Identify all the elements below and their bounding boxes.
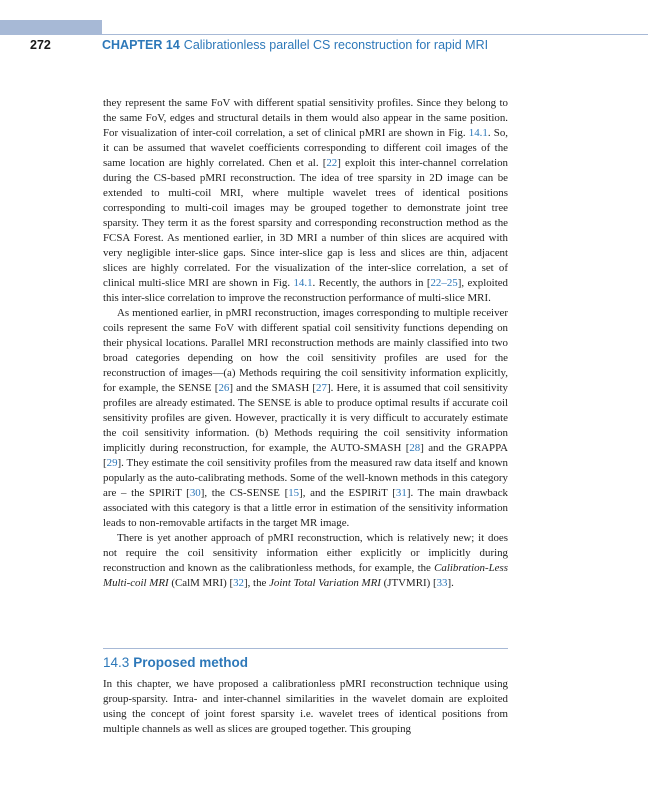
citation-link[interactable]: 32 (233, 577, 244, 589)
text-run: As mentioned earlier, in pMRI reconstruction, images corresponding to multiple receiver coils represent the same FoV with different spatial coil sensitivity functions depending on their physical locations. Parallel MRI reconstruction methods are mainly classified into two broad categories depending on how the coil sensitivity profiles are used for the reconstruction of images—(a) Methods requiring the coil sensitivity information explicitly, for example, the SENSE [ (103, 307, 508, 394)
text-run: (CalM MRI) [ (168, 577, 234, 589)
citation-link[interactable]: 33 (436, 577, 448, 589)
text-run: ] exploit this inter-channel correlation during the CS-based pMRI reconstruction. The idea of tree sparsity in 2D image can be extended to multi-coil MRI, where multiple wavelet trees of identical positions corresponding to multi-coil images may be grouped together to demonstrate joint tree sparsity. They term it as the forest sparsity and corresponding reconstruction method as the FCSA Forest. As mentioned earlier, in 3D MRI a number of thin slices are acquired with very negligible inter-slice gaps. Since inter-slice gap is less and slices are thin, adjacent slices are highly correlated. For the visualization of the inter-slice correlation, a set of clinical multi-slice MRI are shown in Fig. (103, 157, 508, 289)
citation-link[interactable]: 29 (106, 457, 118, 469)
text-run: ] and the SMASH [ (229, 382, 317, 394)
section-title: Proposed method (133, 655, 249, 670)
citation-link[interactable]: 28 (409, 442, 421, 454)
text-run: (JTVMRI) [ (380, 577, 437, 589)
running-head (30, 37, 488, 53)
section-body (103, 677, 508, 737)
paragraph-2 (103, 306, 508, 531)
method-name: Joint Total Variation MRI (269, 577, 381, 589)
chapter-title: Calibrationless parallel CS reconstruction for rapid MRI (183, 38, 489, 52)
text-run: . So, it can be assumed that wavelet coefficients corresponding to different coil images of the same location are highly correlated. Chen et al. [ (103, 127, 508, 169)
method-name: Calibration-Less Multi-coil MRI (103, 562, 508, 589)
citation-link[interactable]: 30 (189, 487, 201, 499)
citation-link[interactable]: 27 (316, 382, 327, 394)
text-run: ], exploited this inter-slice correlation to improve the reconstruction performance of multi-slice MRI. (103, 277, 508, 304)
citation-link[interactable]: 26 (218, 382, 230, 394)
text-run: they represent the same FoV with different spatial sensitivity profiles. Since they belong to the same FoV, edges and structural details in them would also appear in the same position. For visualization of inter-coil correlation, a set of clinical pMRI are shown in Fig. (103, 97, 508, 139)
section-number: 14.3 (103, 655, 130, 670)
paragraph-4: In this chapter, we have proposed a calibrationless pMRI reconstruction technique using group-sparsity. Intra- and inter-channel similarities in the wavelet domain are exploited using the concept of joint forest sparsity i.e. wavelet trees of identical positions from multiple channels as well as slices are grouped together. This grouping (103, 678, 508, 735)
figure-link[interactable]: 14.1 (293, 277, 313, 289)
text-run: ]. They estimate the coil sensitivity profiles from the measured raw data itself and known popularly as the auto-calibrating methods. Some of the well-known methods in this category are – the SPIRiT [ (103, 457, 508, 499)
text-run: ] and the GRAPPA [ (103, 442, 508, 469)
text-run: ]. Here, it is assumed that coil sensitivity profiles are already estimated. The SENSE is able to produce optimal results if accurate coil sensitivity profiles are given. However, practically it is very difficult to accurately estimate the coil sensitivity information. (b) Methods requiring the coil sensitivity information implicitly during reconstruction, for example, the AUTO-SMASH [ (103, 382, 508, 454)
figure-link[interactable]: 14.1 (468, 127, 488, 139)
text-run: ]. The main drawback associated with this category is that a little error in estimation of the sensitivity information leads to non-removable artifacts in the target MR image. (103, 487, 508, 529)
text-run: ], the (243, 577, 270, 589)
chapter-label: CHAPTER 14 (102, 38, 180, 52)
body-text (103, 96, 508, 591)
text-run: ], the CS-SENSE [ (200, 487, 289, 499)
citation-link[interactable]: 22–25 (430, 277, 458, 289)
header-color-band (0, 20, 102, 35)
text-run: . Recently, the authors in [ (312, 277, 431, 289)
citation-link[interactable]: 31 (395, 487, 407, 499)
text-run: ]. (447, 577, 454, 589)
page-number: 272 (30, 38, 51, 52)
section-heading (103, 654, 248, 672)
section-rule (103, 648, 508, 649)
citation-link[interactable]: 15 (288, 487, 300, 499)
text-run: ], and the ESPIRiT [ (299, 487, 396, 499)
header-rule (102, 34, 648, 35)
paragraph-3 (103, 531, 508, 591)
text-run: There is yet another approach of pMRI reconstruction, which is relatively new; it does not require the coil sensitivity information either explicitly or implicitly during reconstruction and known as the calibrationless methods, for example, the (103, 532, 508, 574)
citation-link[interactable]: 22 (326, 157, 338, 169)
paragraph-1 (103, 96, 508, 306)
